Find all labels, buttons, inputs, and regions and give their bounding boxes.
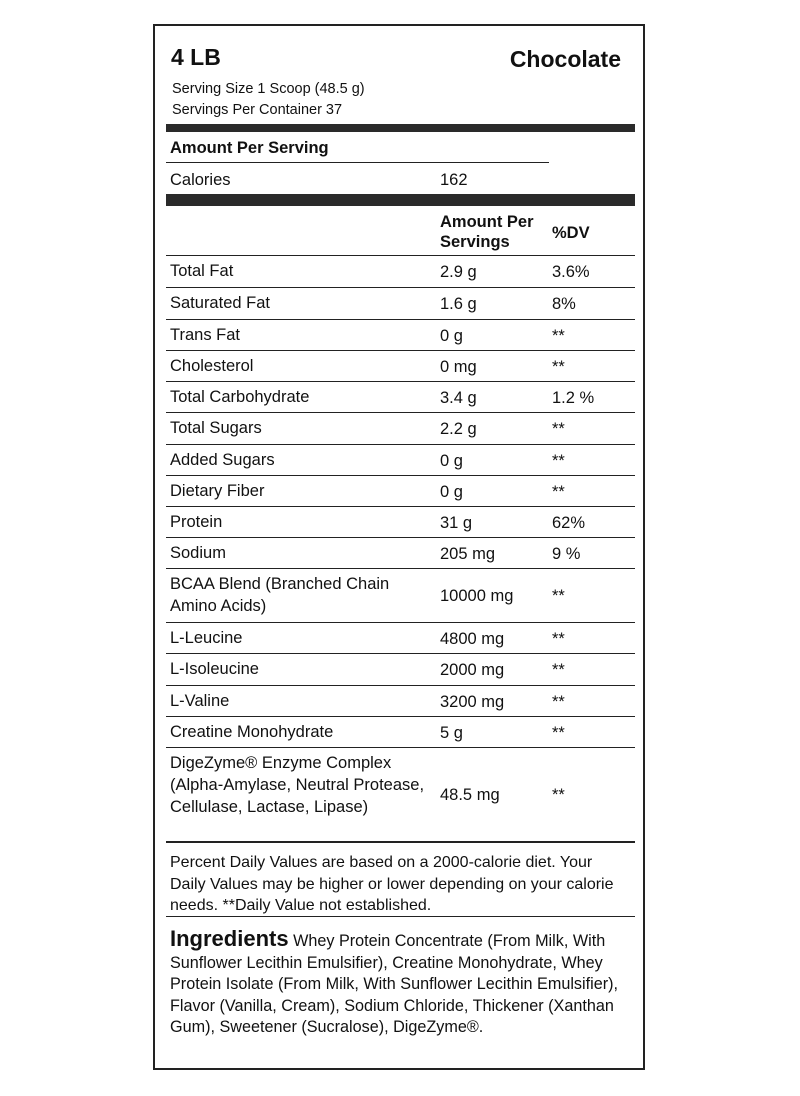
nutrient-amount: 205 mg [440,544,496,563]
nutrient-dv: 1.2 % [552,388,595,407]
amount-per-serving-label: Amount Per Serving [170,139,329,157]
nutrient-amount: 3.4 g [440,388,477,407]
nutrient-name: Total Carbohydrate [170,388,310,406]
row-divider [166,841,635,843]
thick-divider [166,124,635,132]
nutrient-name: Cholesterol [170,357,254,375]
row-divider [166,287,635,288]
amount-column-header: Amount Per Servings [440,213,534,251]
nutrient-dv: ** [552,420,565,438]
row-divider [166,255,635,256]
nutrient-amount: 0 g [440,326,463,345]
nutrient-dv: ** [552,723,565,742]
container-size: 4 LB [171,44,221,70]
nutrient-name: L-Leucine [170,629,243,647]
nutrient-name: Sodium [170,544,226,562]
nutrient-amount: 48.5 mg [440,786,500,804]
nutrient-name: Total Sugars [170,419,262,437]
nutrient-amount: 2.2 g [440,420,477,438]
row-divider [166,444,635,445]
nutrient-amount: 2.9 g [440,263,477,281]
row-divider [166,475,635,476]
ingredients-title: Ingredients [170,926,289,951]
row-divider [166,412,635,413]
nutrient-amount: 31 g [440,513,473,532]
row-divider [166,506,635,507]
row-divider [166,747,635,748]
thick-divider [166,194,635,206]
nutrient-name: Total Fat [170,262,234,280]
nutrient-name: Trans Fat [170,326,240,344]
nutrient-amount: 5 g [440,723,463,742]
flavor-name: Chocolate [509,46,621,72]
nutrient-name: L-Isoleucine [170,660,259,678]
nutrient-name: Creatine Monohydrate [170,723,334,741]
nutrient-dv: 8% [552,295,576,313]
dv-column-header: %DV [552,224,590,242]
nutrient-name: Protein [170,513,223,531]
nutrient-dv: ** [552,587,565,605]
nutrient-name: Added Sugars [170,451,275,469]
nutrient-amount: 4800 mg [440,629,505,648]
row-divider [166,319,635,320]
nutrient-name: DigeZyme® Enzyme Complex (Alpha-Amylase, Neutral Protease, Cellulase, Lactase, Lipase) [170,754,425,816]
row-divider [166,685,635,686]
divider [166,162,549,163]
nutrient-amount: 0 mg [440,357,477,376]
nutrient-amount: 10000 mg [440,587,514,605]
daily-value-footnote: Percent Daily Values are based on a 2000-calorie diet. Your Daily Values may be higher or lower depending on your calorie needs. **Daily Value not established. [170,854,614,914]
ingredients-text: Whey Protein Concentrate (From Milk, With Sunflower Lecithin Emulsifier), Creatine Monohydrate, Whey Protein Isolate (From Milk, With Sunflower Lecithin Emulsifier), Flavor (Vanilla, Cream), Sodium Chloride, Thickener (Xanthan Gum), Sweetener (Sucralose), DigeZyme®. [170,932,618,1036]
nutrient-dv: ** [552,786,565,804]
supplement-facts-panel [153,24,645,1070]
nutrient-dv: ** [552,692,565,711]
nutrient-dv: ** [552,482,565,501]
nutrient-name: BCAA Blend (Branched Chain Amino Acids) [170,575,390,615]
servings-per-container: Servings Per Container 37 [172,102,343,118]
nutrient-dv: 62% [552,513,586,532]
nutrient-dv: ** [552,661,565,679]
row-divider [166,568,635,569]
calories-label: Calories [170,171,231,189]
row-divider [166,350,635,351]
row-divider [166,653,635,654]
nutrient-dv: ** [552,451,565,470]
nutrient-dv: ** [552,326,565,345]
divider [166,916,635,917]
row-divider [166,622,635,623]
nutrient-amount: 2000 mg [440,661,505,679]
nutrient-amount: 0 g [440,482,463,501]
nutrient-dv: ** [552,357,565,376]
nutrient-name: Dietary Fiber [170,482,265,500]
row-divider [166,716,635,717]
nutrient-name: Saturated Fat [170,294,270,312]
ingredients [170,928,632,1039]
serving-size: Serving Size 1 Scoop (48.5 g) [172,81,365,97]
nutrient-dv: 3.6% [552,263,590,281]
nutrient-amount: 3200 mg [440,692,505,711]
nutrient-dv: 9 % [552,544,581,563]
nutrient-dv: ** [552,629,565,648]
nutrient-amount: 1.6 g [440,295,477,313]
row-divider [166,381,635,382]
row-divider [166,537,635,538]
nutrient-name: L-Valine [170,692,230,710]
nutrient-amount: 0 g [440,451,463,470]
calories-value: 162 [440,171,468,189]
